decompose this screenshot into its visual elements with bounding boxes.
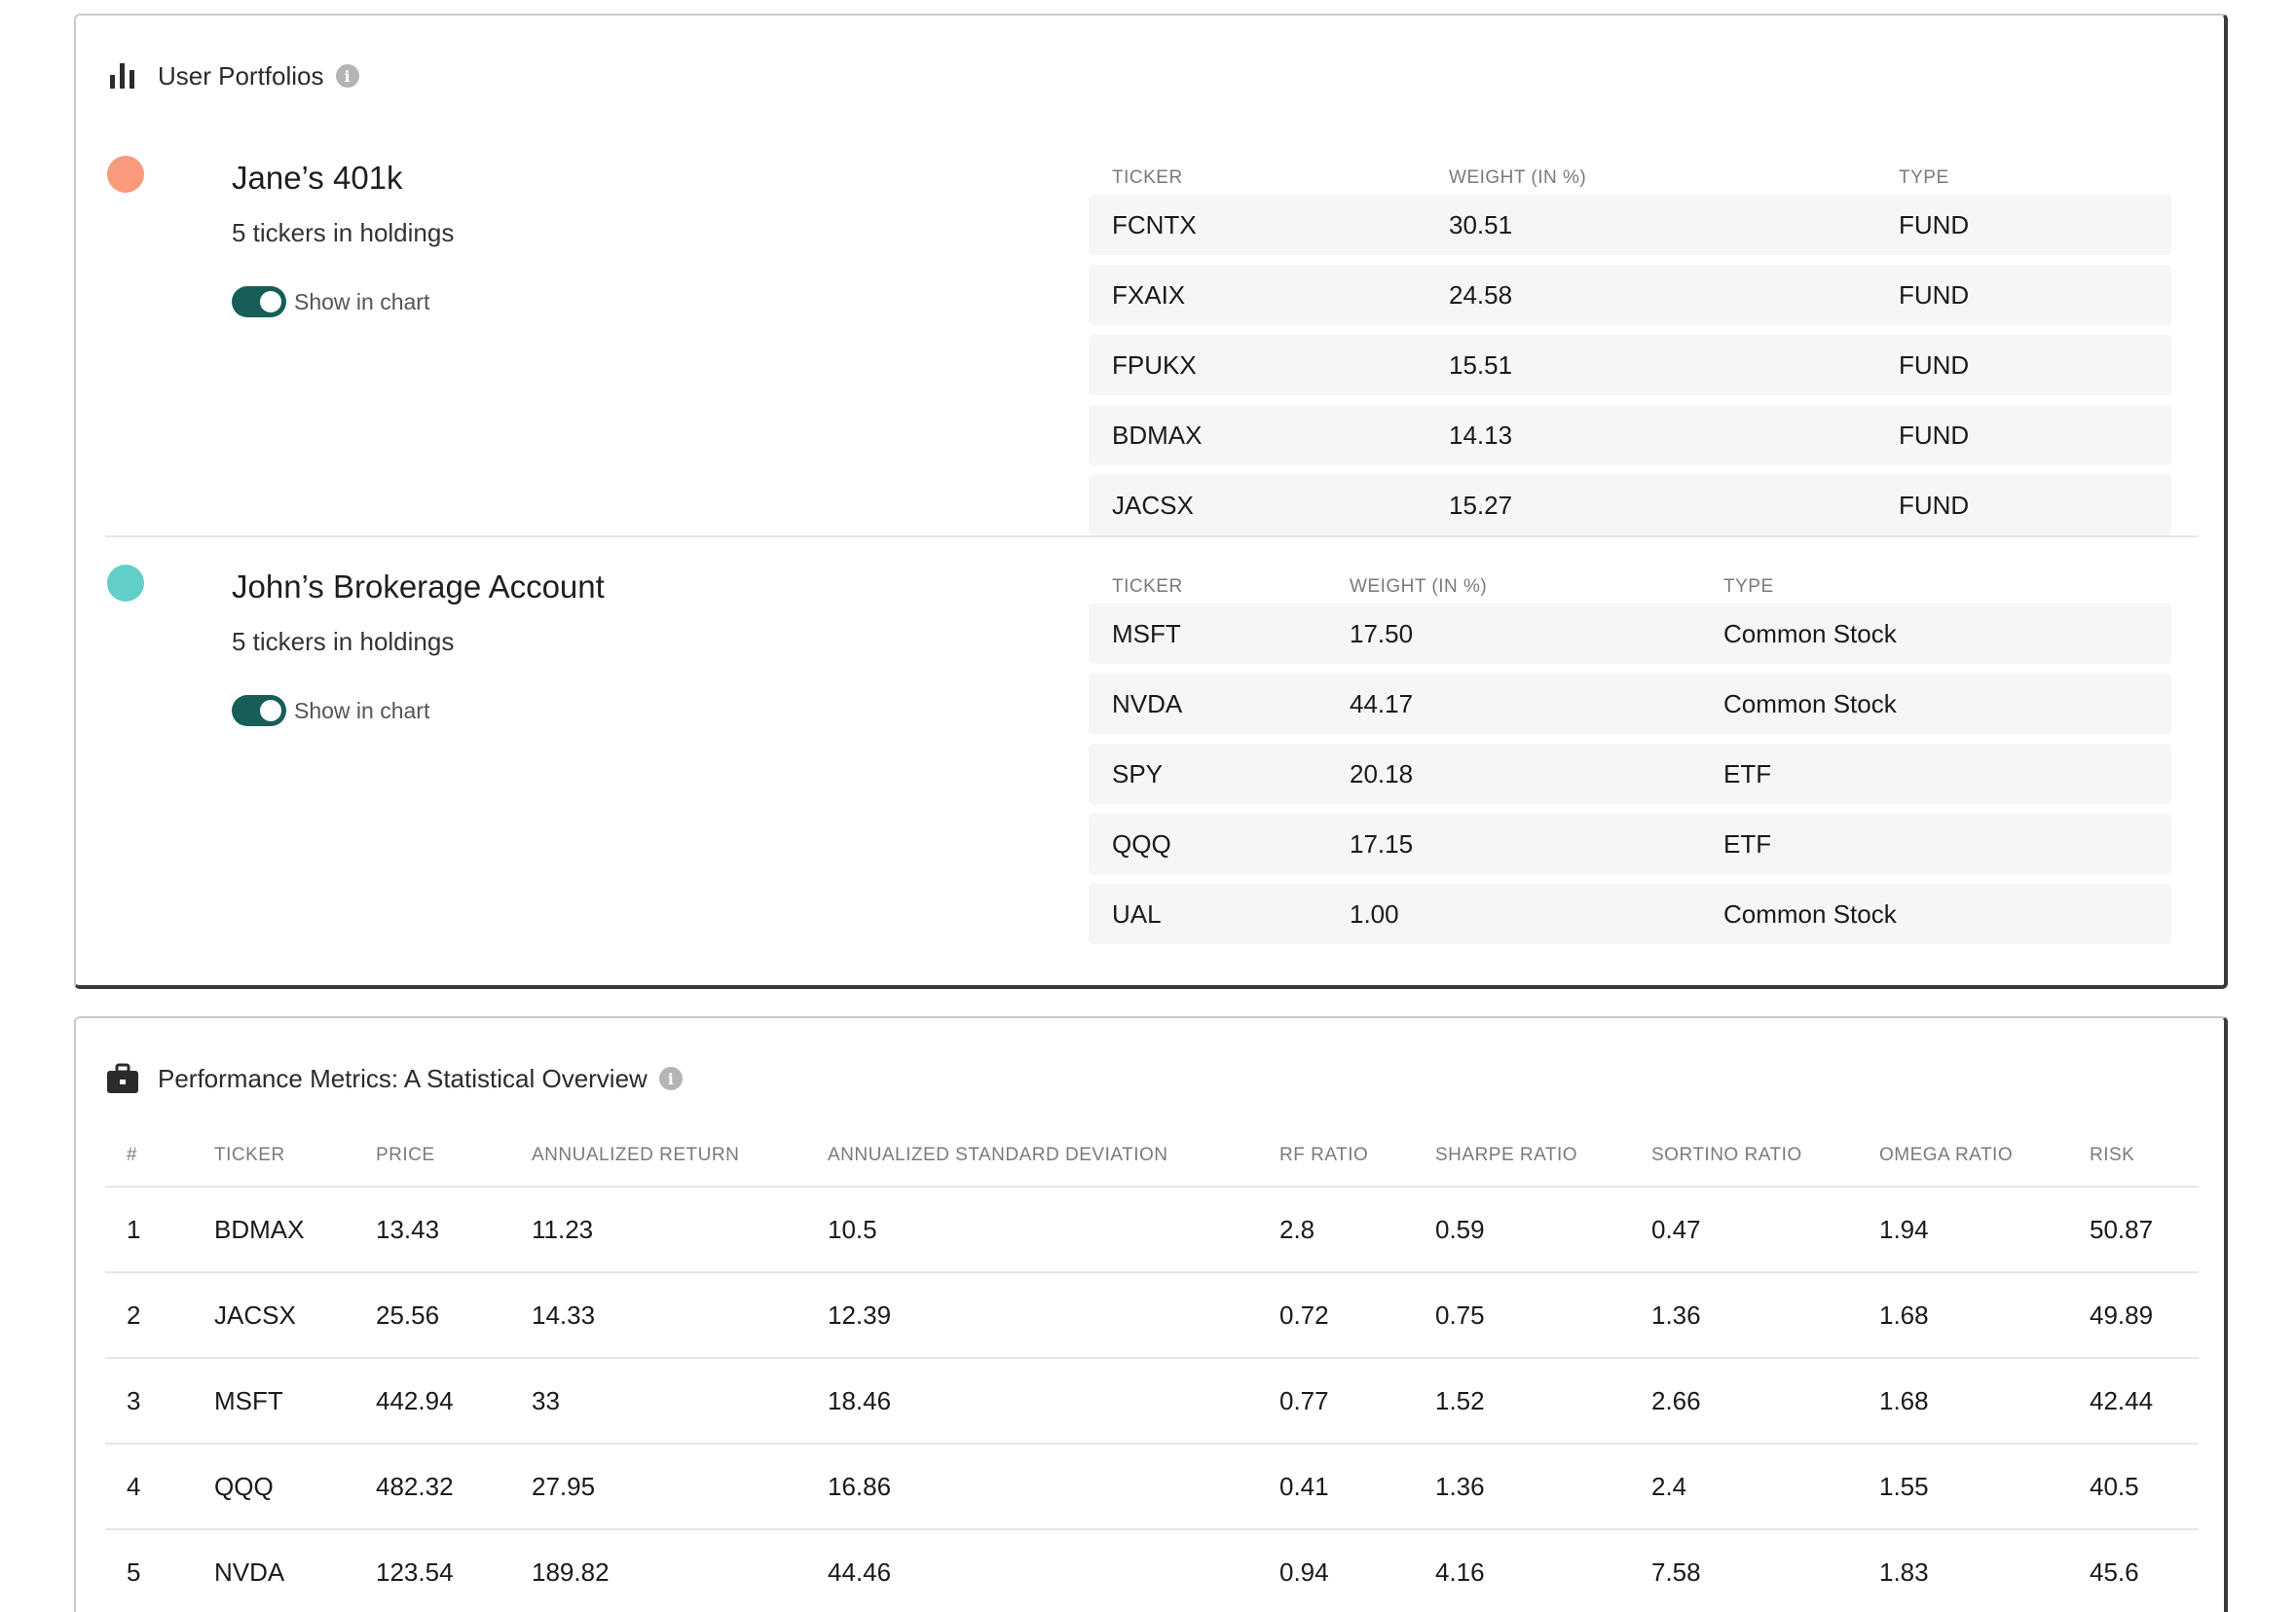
column-header-rf-ratio[interactable]: RF RATIO [1279, 1145, 1369, 1165]
cell-index: 3 [127, 1386, 141, 1415]
cell-sharpe-ratio: 1.52 [1435, 1386, 1485, 1415]
holdings-table [1089, 568, 2171, 954]
show-in-chart-label: Show in chart [294, 288, 430, 314]
briefcase-icon [105, 1061, 140, 1096]
holding-weight: 44.17 [1350, 689, 1414, 718]
bar-chart-icon [105, 58, 140, 93]
portfolios-header [105, 45, 359, 107]
column-header-price[interactable]: PRICE [376, 1145, 435, 1165]
holding-type: FUND [1899, 421, 1970, 450]
portfolio-janes-401k [105, 132, 2199, 537]
cell-risk: 40.5 [2090, 1472, 2139, 1501]
holding-weight: 20.18 [1350, 759, 1414, 788]
cell-risk: 50.87 [2090, 1215, 2154, 1244]
cell-annualized-std-dev: 10.5 [828, 1215, 877, 1244]
holding-row [1089, 604, 2171, 664]
ticker-column-header: TICKER [1112, 576, 1183, 597]
cell-price: 442.94 [376, 1386, 454, 1415]
holding-row [1089, 405, 2171, 465]
cell-sharpe-ratio: 0.75 [1435, 1301, 1485, 1330]
metrics-table [105, 1129, 2199, 1612]
cell-ticker: MSFT [214, 1386, 283, 1415]
toggle-knob [260, 291, 281, 312]
portfolio-johns-brokerage [105, 541, 2199, 960]
column-header-index[interactable]: # [127, 1145, 138, 1165]
table-row [105, 1530, 2199, 1612]
holding-type: ETF [1723, 829, 1772, 859]
holding-row [1089, 674, 2171, 734]
cell-sortino-ratio: 2.66 [1651, 1386, 1701, 1415]
column-header-risk[interactable]: RISK [2090, 1145, 2135, 1165]
cell-omega-ratio: 1.55 [1879, 1472, 1929, 1501]
holding-row [1089, 335, 2171, 395]
metrics-header [105, 1047, 683, 1110]
toggle-knob [260, 700, 281, 721]
cell-ticker: NVDA [214, 1557, 285, 1587]
cell-price: 13.43 [376, 1215, 440, 1244]
type-column-header: TYPE [1723, 576, 1774, 597]
holding-row [1089, 265, 2171, 325]
cell-rf-ratio: 0.72 [1279, 1301, 1329, 1330]
holding-ticker: BDMAX [1112, 421, 1203, 450]
holding-type: FUND [1899, 491, 1970, 520]
cell-price: 25.56 [376, 1301, 440, 1330]
portfolio-name: Jane’s 401k [232, 160, 403, 196]
cell-risk: 42.44 [2090, 1386, 2154, 1415]
table-row [105, 1445, 2199, 1530]
holding-ticker: NVDA [1112, 689, 1183, 718]
column-header-sortino-ratio[interactable]: SORTINO RATIO [1651, 1145, 1802, 1165]
table-row [105, 1188, 2199, 1273]
performance-metrics-card [74, 1016, 2228, 1612]
holding-weight: 17.15 [1350, 829, 1414, 859]
cell-index: 5 [127, 1557, 141, 1587]
cell-annualized-return: 33 [532, 1386, 560, 1415]
holding-type: Common Stock [1723, 619, 1897, 648]
cell-annualized-std-dev: 18.46 [828, 1386, 892, 1415]
cell-sortino-ratio: 0.47 [1651, 1215, 1701, 1244]
cell-sharpe-ratio: 1.36 [1435, 1472, 1485, 1501]
holding-row [1089, 475, 2171, 535]
metrics-table-header [105, 1129, 2199, 1188]
holding-ticker: FPUKX [1112, 350, 1197, 380]
cell-ticker: BDMAX [214, 1215, 305, 1244]
cell-sortino-ratio: 2.4 [1651, 1472, 1687, 1501]
cell-annualized-std-dev: 12.39 [828, 1301, 892, 1330]
holding-ticker: FXAIX [1112, 280, 1186, 310]
cell-annualized-std-dev: 44.46 [828, 1557, 892, 1587]
column-header-ticker[interactable]: TICKER [214, 1145, 285, 1165]
cell-ticker: QQQ [214, 1472, 274, 1501]
holding-type: Common Stock [1723, 689, 1897, 718]
ticker-column-header: TICKER [1112, 167, 1183, 188]
holding-ticker: JACSX [1112, 491, 1194, 520]
cell-price: 123.54 [376, 1557, 454, 1587]
holding-weight: 30.51 [1449, 210, 1513, 239]
holding-row [1089, 814, 2171, 874]
table-row [105, 1359, 2199, 1445]
column-header-annualized-std-dev[interactable]: ANNUALIZED STANDARD DEVIATION [828, 1145, 1168, 1165]
info-icon[interactable]: i [336, 64, 359, 88]
portfolios-title: User Portfolios [158, 60, 324, 91]
cell-omega-ratio: 1.68 [1879, 1386, 1929, 1415]
column-header-sharpe-ratio[interactable]: SHARPE RATIO [1435, 1145, 1578, 1165]
cell-annualized-return: 27.95 [532, 1472, 596, 1501]
holding-row [1089, 884, 2171, 944]
cell-sortino-ratio: 7.58 [1651, 1557, 1701, 1587]
holding-ticker: UAL [1112, 899, 1162, 929]
holdings-header [1089, 568, 2171, 604]
holding-type: FUND [1899, 210, 1970, 239]
cell-risk: 49.89 [2090, 1301, 2154, 1330]
holdings-header [1089, 160, 2171, 195]
holding-type: FUND [1899, 350, 1970, 380]
metrics-title: Performance Metrics: A Statistical Overview [158, 1063, 648, 1093]
weight-column-header: WEIGHT (IN %) [1350, 576, 1488, 597]
cell-rf-ratio: 0.94 [1279, 1557, 1329, 1587]
cell-rf-ratio: 0.41 [1279, 1472, 1329, 1501]
cell-index: 4 [127, 1472, 141, 1501]
cell-sharpe-ratio: 4.16 [1435, 1557, 1485, 1587]
cell-risk: 45.6 [2090, 1557, 2139, 1587]
show-in-chart-row [232, 695, 429, 726]
show-in-chart-toggle[interactable] [232, 286, 286, 317]
holding-type: FUND [1899, 280, 1970, 310]
holding-weight: 24.58 [1449, 280, 1513, 310]
type-column-header: TYPE [1899, 167, 1949, 188]
show-in-chart-row [232, 286, 429, 317]
cell-annualized-return: 11.23 [532, 1215, 594, 1244]
cell-ticker: JACSX [214, 1301, 296, 1330]
info-icon[interactable]: i [659, 1067, 683, 1090]
cell-omega-ratio: 1.83 [1879, 1557, 1929, 1587]
cell-annualized-return: 14.33 [532, 1301, 596, 1330]
holding-row [1089, 744, 2171, 804]
portfolio-color-dot [107, 156, 144, 193]
cell-omega-ratio: 1.94 [1879, 1215, 1929, 1244]
holding-ticker: FCNTX [1112, 210, 1197, 239]
cell-rf-ratio: 2.8 [1279, 1215, 1315, 1244]
holding-weight: 1.00 [1350, 899, 1399, 929]
cell-index: 2 [127, 1301, 141, 1330]
cell-rf-ratio: 0.77 [1279, 1386, 1329, 1415]
cell-sortino-ratio: 1.36 [1651, 1301, 1701, 1330]
show-in-chart-toggle[interactable] [232, 695, 286, 726]
holdings-table [1089, 160, 2171, 545]
show-in-chart-label: Show in chart [294, 697, 430, 723]
holding-weight: 14.13 [1449, 421, 1513, 450]
holding-ticker: MSFT [1112, 619, 1181, 648]
portfolio-ticker-count: 5 tickers in holdings [232, 218, 455, 247]
portfolio-name: John’s Brokerage Account [232, 568, 605, 604]
cell-annualized-std-dev: 16.86 [828, 1472, 892, 1501]
portfolio-color-dot [107, 565, 144, 602]
weight-column-header: WEIGHT (IN %) [1449, 167, 1587, 188]
cell-index: 1 [127, 1215, 141, 1244]
holding-weight: 15.27 [1449, 491, 1513, 520]
column-header-omega-ratio[interactable]: OMEGA RATIO [1879, 1145, 2014, 1165]
cell-omega-ratio: 1.68 [1879, 1301, 1929, 1330]
holding-row [1089, 195, 2171, 255]
cell-annualized-return: 189.82 [532, 1557, 610, 1587]
holding-ticker: SPY [1112, 759, 1164, 788]
cell-price: 482.32 [376, 1472, 454, 1501]
holding-type: Common Stock [1723, 899, 1897, 929]
cell-sharpe-ratio: 0.59 [1435, 1215, 1485, 1244]
holding-weight: 17.50 [1350, 619, 1414, 648]
table-row [105, 1273, 2199, 1359]
user-portfolios-card [74, 14, 2228, 989]
portfolio-ticker-count: 5 tickers in holdings [232, 627, 455, 656]
column-header-annualized-return[interactable]: ANNUALIZED RETURN [532, 1145, 740, 1165]
holding-ticker: QQQ [1112, 829, 1171, 859]
holding-type: ETF [1723, 759, 1772, 788]
holding-weight: 15.51 [1449, 350, 1513, 380]
